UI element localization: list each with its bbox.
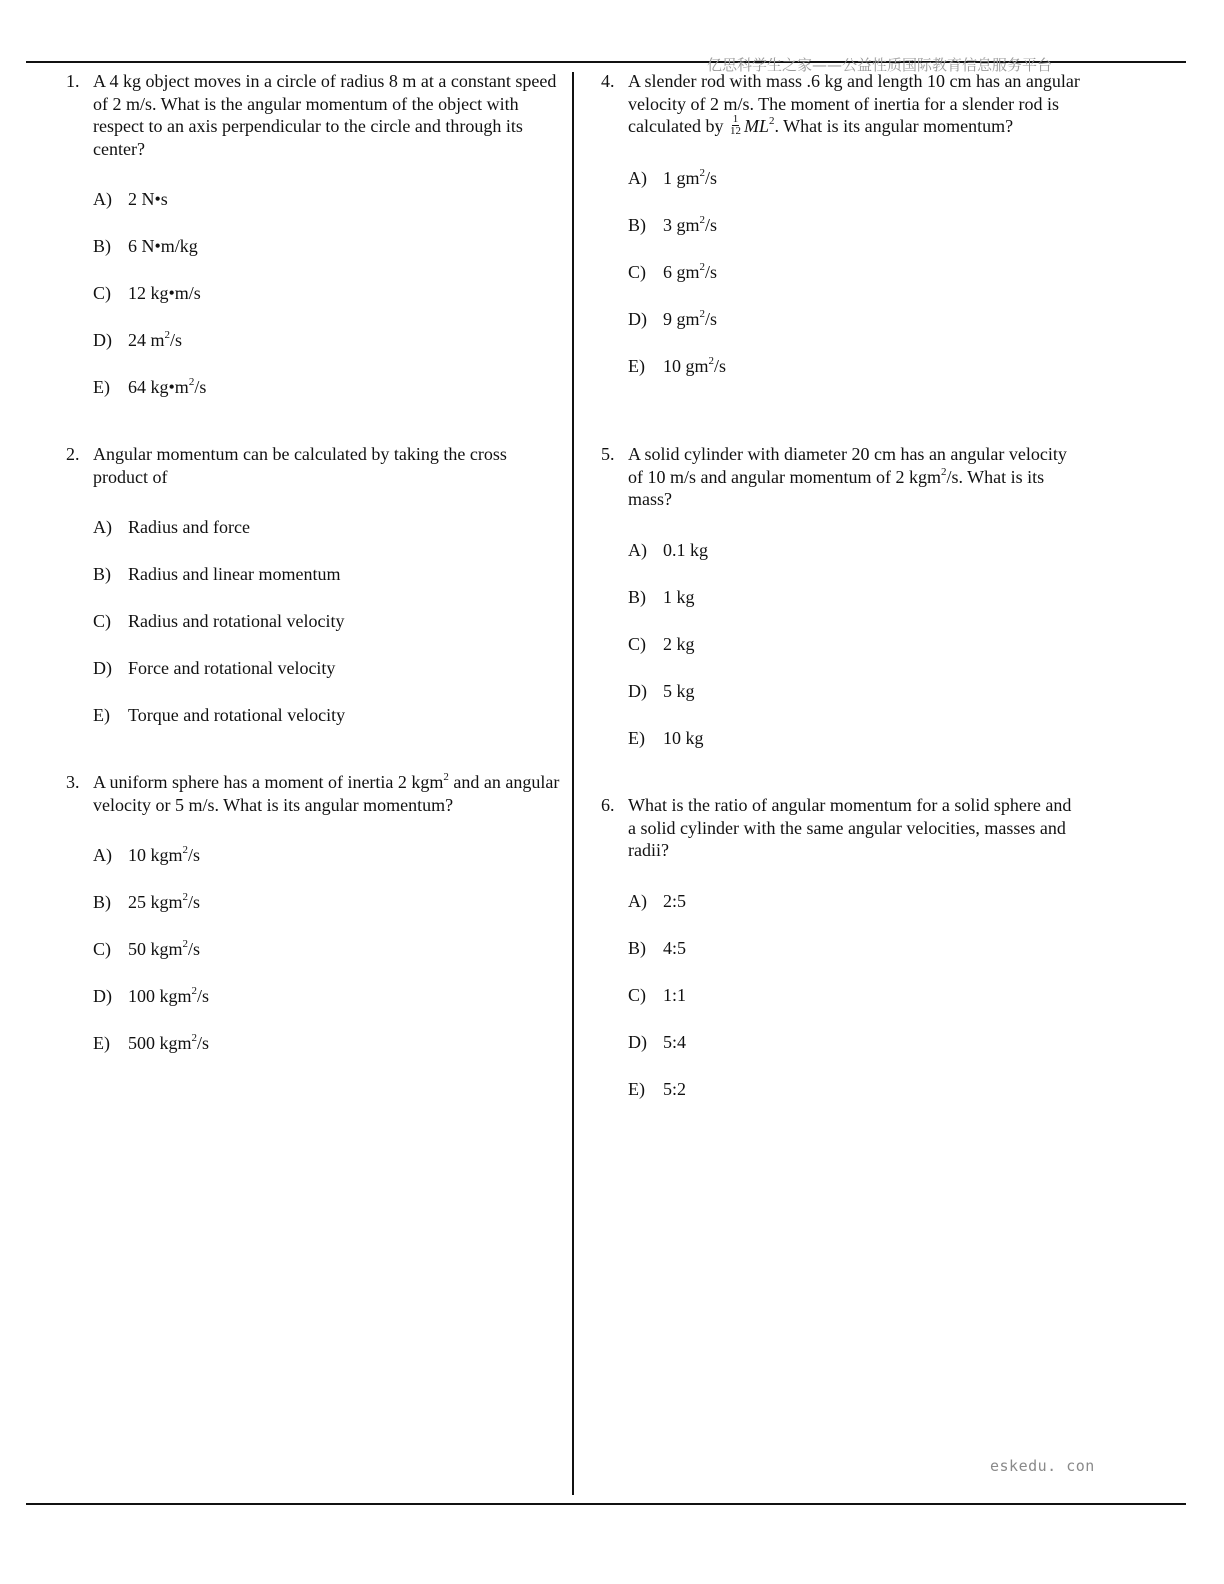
option-letter: B) — [93, 892, 111, 912]
option-text: 10 kg — [663, 727, 704, 748]
option-letter: D) — [93, 986, 112, 1006]
question-number: 6. — [601, 795, 615, 815]
option-letter: D) — [628, 309, 647, 330]
option-letter: C) — [93, 611, 111, 631]
answer-option[interactable] — [628, 214, 1081, 261]
question-number: 1. — [66, 71, 80, 91]
watermark-top: 亿思科学生之家——公益性质国际教育信息服务平台 — [707, 56, 1053, 74]
option-text: 2:5 — [663, 890, 687, 911]
question-6 — [601, 794, 1081, 1125]
answer-option[interactable] — [93, 657, 562, 704]
option-text: 100 kgm$^2$/s — [128, 985, 210, 1006]
answer-option[interactable] — [93, 516, 562, 563]
option-letter: C) — [93, 283, 111, 303]
answer-option[interactable] — [93, 282, 562, 329]
question-number: 3. — [66, 772, 80, 792]
bottom-rule — [26, 1503, 1186, 1505]
option-letter: A) — [93, 189, 112, 209]
answer-option[interactable] — [93, 610, 562, 657]
answer-option[interactable] — [93, 329, 562, 376]
fraction: $\frac{1}{12}$ — [729, 113, 741, 138]
option-text: 2 kg — [663, 633, 695, 654]
option-letter: B) — [628, 215, 646, 236]
option-letter: D) — [628, 1031, 647, 1052]
question-number: 2. — [66, 444, 80, 464]
option-text: Radius and linear momentum — [128, 564, 341, 584]
question-text: A uniform sphere has a moment of inertia 2 kgm$^2$ and an angular velocity or 5 m/s. What is its angular momentum? — [93, 771, 560, 815]
option-letter: A) — [93, 845, 112, 865]
option-letter: E) — [628, 1078, 645, 1099]
left-column — [66, 70, 562, 1079]
answer-options — [628, 890, 1081, 1125]
option-text: Radius and force — [128, 517, 250, 537]
question-3 — [66, 771, 562, 1079]
watermark-bottom: eskedu. con — [990, 1457, 1095, 1475]
option-text: 500 kgm$^2$/s — [128, 1032, 210, 1053]
option-letter: A) — [93, 517, 112, 537]
answer-option[interactable] — [628, 680, 1081, 727]
column-divider — [572, 72, 574, 1495]
question-number: 5. — [601, 444, 615, 464]
question-text: Angular momentum can be calculated by taking the cross product of — [93, 444, 507, 487]
option-letter: D) — [93, 658, 112, 678]
answer-option[interactable] — [628, 633, 1081, 680]
question-text: A slender rod with mass .6 kg and length 10 cm has an angular velocity of 2 m/s. The moment of inertia for a slender rod is calculated by $\frac{1}{12}$ $ML^2$. What is its angular momentum? — [628, 71, 1080, 138]
option-text: 4:5 — [663, 937, 687, 958]
answer-option[interactable] — [628, 539, 1081, 586]
answer-options — [93, 516, 562, 751]
question-4 — [601, 70, 1081, 443]
option-text: 25 kgm$^2$/s — [128, 891, 201, 912]
option-letter: C) — [628, 262, 646, 283]
option-letter: D) — [628, 680, 647, 701]
answer-option[interactable] — [628, 308, 1081, 355]
right-column — [601, 70, 1081, 1125]
answer-option[interactable] — [628, 984, 1081, 1031]
option-text: Torque and rotational velocity — [128, 705, 346, 725]
option-text: 10 $gm^2/s$ — [663, 355, 727, 377]
option-letter: C) — [628, 984, 646, 1005]
answer-option[interactable] — [628, 1031, 1081, 1078]
option-letter: E) — [628, 727, 645, 748]
option-text: 5:4 — [663, 1031, 687, 1052]
option-text: 10 kgm$^2$/s — [128, 844, 201, 865]
option-text: 6 N•m/kg — [128, 236, 198, 256]
answer-option[interactable] — [93, 704, 562, 751]
option-text: 5:2 — [663, 1078, 687, 1099]
answer-option[interactable] — [628, 890, 1081, 937]
question-text: A solid cylinder with diameter 20 cm has an angular velocity of 10 m/s and angular momentum of 2 kgm$^2$/s. What is its mass? — [628, 444, 1067, 509]
question-text: A 4 kg object moves in a circle of radius 8 m at a constant speed of 2 m/s. What is the angular momentum of the object with respect to an axis perpendicular to the circle and through its center? — [93, 71, 557, 159]
option-text: 3 $gm^2/s$ — [663, 214, 718, 236]
answer-options — [628, 167, 1081, 402]
answer-option[interactable] — [628, 1078, 1081, 1125]
option-text: Radius and rotational velocity — [128, 611, 345, 631]
option-text: 50 kgm$^2$/s — [128, 938, 201, 959]
option-text: 12 kg•m/s — [128, 283, 201, 303]
option-text: 1:1 — [663, 984, 687, 1005]
option-letter: B) — [628, 937, 646, 958]
answer-option[interactable] — [93, 938, 562, 985]
option-text: 1 $gm^2/s$ — [663, 167, 718, 189]
option-text: 0.1 kg — [663, 539, 708, 560]
answer-option[interactable] — [93, 985, 562, 1032]
answer-option[interactable] — [93, 376, 562, 423]
question-5 — [601, 443, 1081, 794]
answer-option[interactable] — [628, 586, 1081, 633]
answer-options — [628, 539, 1081, 774]
answer-option[interactable] — [93, 235, 562, 282]
answer-option[interactable] — [628, 261, 1081, 308]
question-2 — [66, 443, 562, 771]
question-text: What is the ratio of angular momentum for a solid sphere and a solid cylinder with the same angular velocities, masses and radii? — [628, 795, 1072, 860]
option-letter: B) — [93, 564, 111, 584]
option-letter: E) — [93, 705, 110, 725]
option-text: 24 $m^2/s$ — [128, 329, 183, 350]
answer-option[interactable] — [628, 167, 1081, 214]
option-text: 6 $gm^2/s$ — [663, 261, 718, 283]
answer-option[interactable] — [93, 844, 562, 891]
option-text: 2 N•s — [128, 189, 168, 209]
option-letter: B) — [628, 586, 646, 607]
option-letter: C) — [93, 939, 111, 959]
answer-option[interactable] — [628, 937, 1081, 984]
option-letter: B) — [93, 236, 111, 256]
option-letter: A) — [628, 890, 647, 911]
question-1 — [66, 70, 562, 443]
answer-option[interactable] — [628, 355, 1081, 402]
option-letter: C) — [628, 633, 646, 654]
option-text: 1 kg — [663, 586, 695, 607]
answer-options — [93, 844, 562, 1079]
option-letter: E) — [93, 377, 110, 397]
option-letter: D) — [93, 330, 112, 350]
option-text: Force and rotational velocity — [128, 658, 336, 678]
option-text: 64 $kg•m^2/s$ — [128, 376, 207, 397]
option-text: 5 kg — [663, 680, 695, 701]
option-letter: E) — [628, 356, 645, 377]
answer-option[interactable] — [93, 1032, 562, 1079]
option-letter: E) — [93, 1033, 110, 1053]
answer-options — [93, 188, 562, 423]
option-text: 9 $gm^2/s$ — [663, 308, 718, 330]
question-number: 4. — [601, 71, 615, 91]
answer-option[interactable] — [93, 563, 562, 610]
option-letter: A) — [628, 168, 647, 189]
option-letter: A) — [628, 539, 647, 560]
answer-option[interactable] — [93, 188, 562, 235]
answer-option[interactable] — [93, 891, 562, 938]
answer-option[interactable] — [628, 727, 1081, 774]
